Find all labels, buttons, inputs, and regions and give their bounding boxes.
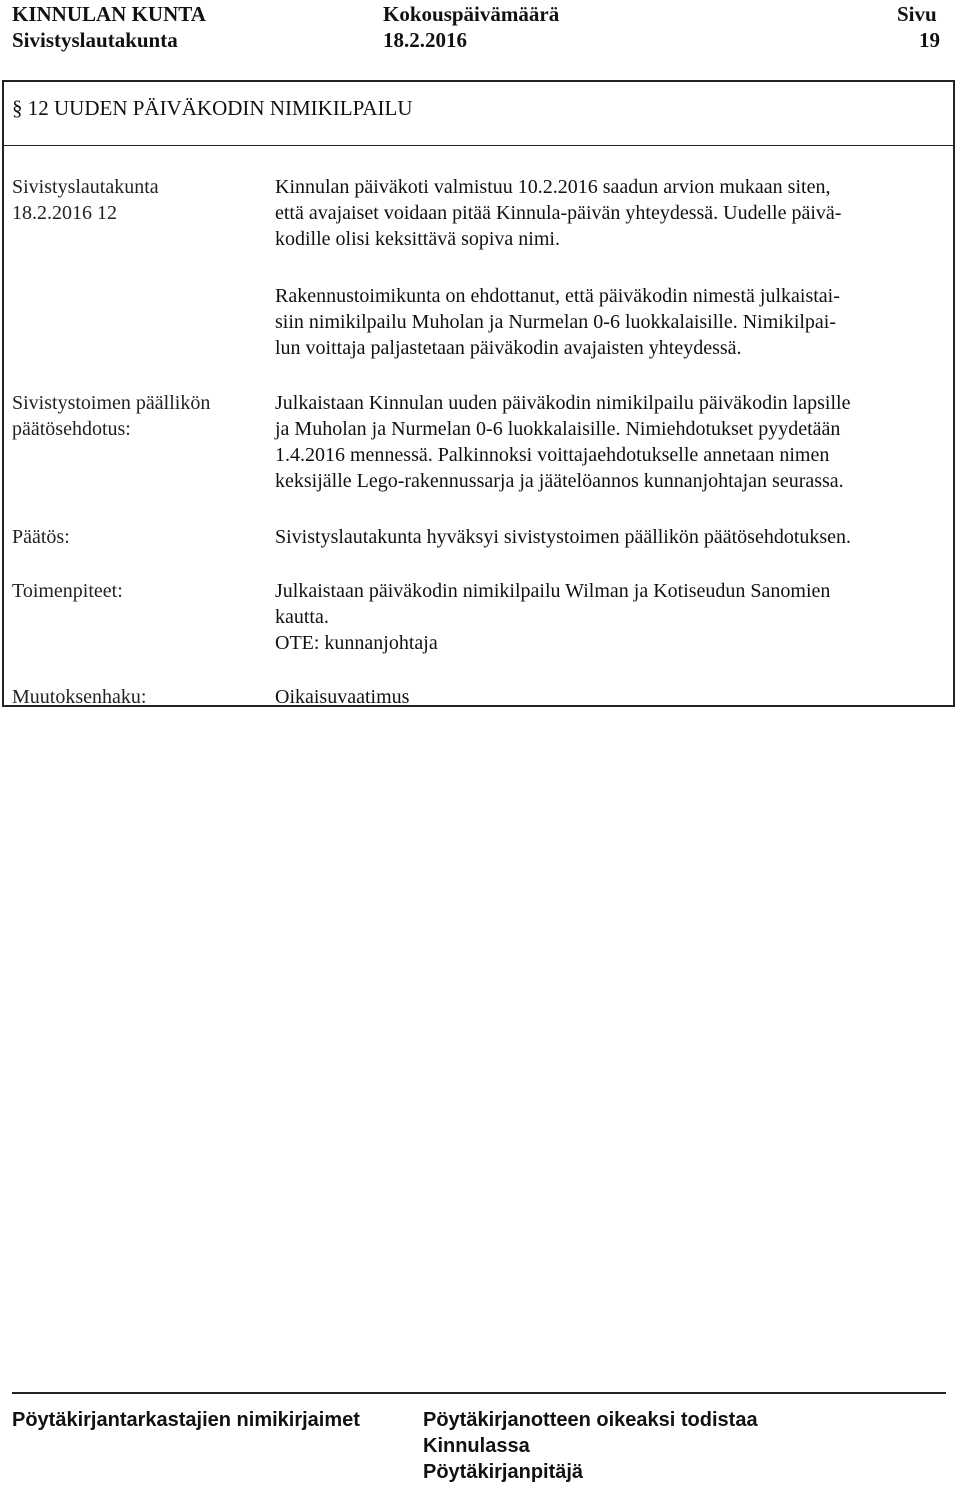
meeting-date: 18.2.2016	[383, 28, 467, 52]
decision-text: Sivistyslautakunta hyväksyi sivistystoimen päällikön päätösehdotuksen.	[275, 526, 852, 548]
ref-date-number: 18.2.2016 12	[12, 202, 117, 224]
body-para2-line2: siin nimikilpailu Muholan ja Nurmelan 0-6 luokkalaisille. Nimikilpai-	[275, 311, 837, 333]
appeal-label: Muutoksenhaku:	[12, 686, 147, 708]
footer-divider	[12, 1392, 946, 1394]
body-para1-line3: kodille olisi keksittävä sopiva nimi.	[275, 228, 560, 250]
actions-line3: OTE: kunnanjohtaja	[275, 632, 438, 654]
actions-label: Toimenpiteet:	[12, 580, 123, 602]
proposal-line4: keksijälle Lego-rakennussarja ja jäätelöannos kunnanjohtajan seurassa.	[275, 470, 844, 492]
section-divider	[2, 145, 955, 146]
page-number: 19	[919, 28, 940, 52]
footer-place: Kinnulassa	[423, 1435, 530, 1457]
footer-certify: Pöytäkirjanotteen oikeaksi todistaa	[423, 1409, 758, 1431]
actions-line1: Julkaistaan päiväkodin nimikilpailu Wilman ja Kotiseudun Sanomien	[275, 580, 831, 602]
proposal-line1: Julkaistaan Kinnulan uuden päiväkodin nimikilpailu päiväkodin lapsille	[275, 392, 851, 414]
footer-keeper: Pöytäkirjanpitäjä	[423, 1461, 584, 1483]
page-label: Sivu	[897, 2, 937, 26]
proposal-line3: 1.4.2016 mennessä. Palkinnoksi voittajaehdotukselle annetaan nimen	[275, 444, 830, 466]
appeal-text: Oikaisuvaatimus	[275, 686, 410, 708]
proposal-line2: ja Muholan ja Nurmelan 0-6 luokkalaisille. Nimiehdotukset pyydetään	[275, 418, 841, 440]
meeting-date-label: Kokouspäivämäärä	[383, 2, 560, 26]
section-title: § 12 UUDEN PÄIVÄKODIN NIMIKILPAILU	[12, 96, 413, 120]
body-para1-line1: Kinnulan päiväkoti valmistuu 10.2.2016 saadun arvion mukaan siten,	[275, 176, 831, 198]
body-para2-line3: lun voittaja paljastetaan päiväkodin avajaisten yhteydessä.	[275, 337, 742, 359]
ref-board: Sivistyslautakunta	[12, 176, 159, 198]
body-para2-line1: Rakennustoimikunta on ehdottanut, että päiväkodin nimestä julkaistai-	[275, 285, 840, 307]
section-sign-icon: §	[12, 96, 23, 120]
footer-checkers: Pöytäkirjantarkastajien nimikirjaimet	[12, 1409, 360, 1431]
actions-line2: kautta.	[275, 606, 329, 628]
decision-label: Päätös:	[12, 526, 70, 548]
proposal-label-line2: päätösehdotus:	[12, 418, 131, 440]
proposal-label-line1: Sivistystoimen päällikön	[12, 392, 211, 414]
board-name: Sivistyslautakunta	[12, 28, 178, 52]
body-para1-line2: että avajaiset voidaan pitää Kinnula-päivän yhteydessä. Uudelle päivä-	[275, 202, 842, 224]
org-name: KINNULAN KUNTA	[12, 2, 206, 26]
